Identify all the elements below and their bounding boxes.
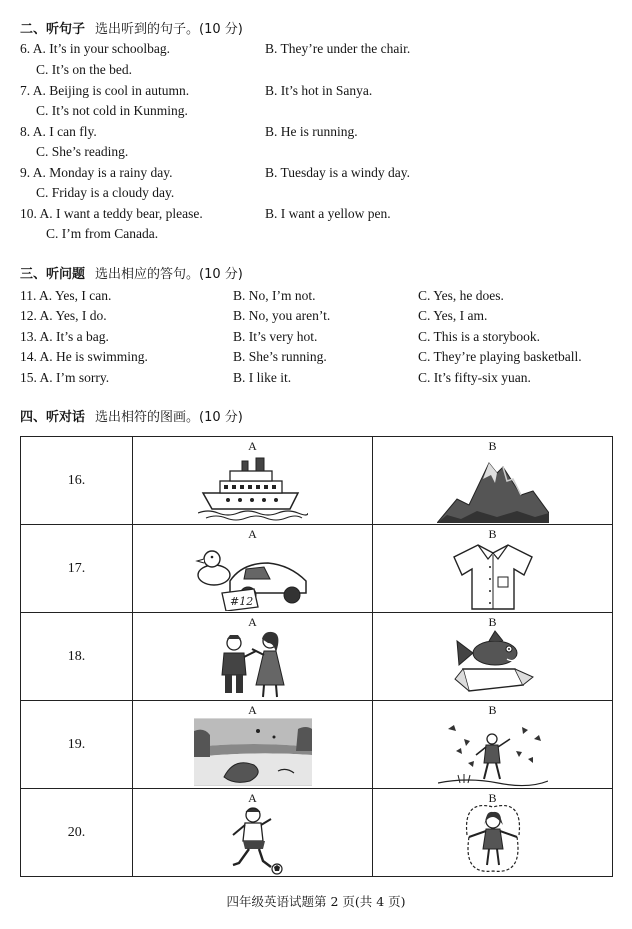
section-3-header <box>20 265 243 284</box>
q8-option-c: C. She’s reading. <box>36 144 129 159</box>
option-a-cell <box>133 613 373 701</box>
q11-option-a: 11. A. Yes, I can. <box>20 288 112 303</box>
q11-option-c: C. Yes, he does. <box>418 288 504 303</box>
q9-option-c: C. Friday is a cloudy day. <box>36 185 175 200</box>
mountain-icon <box>437 453 549 523</box>
option-letter: B <box>488 703 497 717</box>
page-footer: 四年级英语试题第 2 页(共 4 页) <box>226 894 406 909</box>
q12-option-a: 12. A. Yes, I do. <box>20 308 107 323</box>
beach-icon <box>194 717 312 787</box>
fish-box-icon <box>445 629 541 699</box>
q9-option-b: B. Tuesday is a windy day. <box>265 165 411 180</box>
q7-option-b: B. It’s hot in Sanya. <box>265 83 373 98</box>
option-b-cell <box>373 701 613 789</box>
option-a-cell <box>133 437 373 525</box>
q8-option-a: 8. A. I can fly. <box>20 124 97 139</box>
question-number: 17. <box>21 525 133 613</box>
shirt-icon <box>448 541 538 611</box>
question-number: 16. <box>21 437 133 525</box>
autumn-wind-icon <box>438 717 548 787</box>
section-direction: 选出相应的答句。(10 分) <box>95 267 243 282</box>
q6-option-b: B. They’re under the chair. <box>265 41 411 56</box>
q10-option-b: B. I want a yellow pen. <box>265 206 391 221</box>
option-letter: A <box>248 703 257 717</box>
football-boy-icon <box>213 805 293 875</box>
table-row <box>21 789 613 877</box>
option-b-cell <box>373 789 613 877</box>
section-2-header <box>20 20 243 39</box>
q6-option-c: C. It’s on the bed. <box>36 62 132 77</box>
option-b-cell <box>373 613 613 701</box>
option-a-cell <box>133 701 373 789</box>
q7-option-c: C. It’s not cold in Kunming. <box>36 103 188 118</box>
table-row <box>21 701 613 789</box>
svg-text:#12: #12 <box>229 595 253 608</box>
q14-option-a: 14. A. He is swimming. <box>20 349 148 364</box>
option-b-cell <box>373 437 613 525</box>
q7-option-a: 7. A. Beijing is cool in autumn. <box>20 83 190 98</box>
q11-option-b: B. No, I’m not. <box>233 288 316 303</box>
section-heading: 三、听问题 <box>20 267 86 282</box>
q13-option-b: B. It’s very hot. <box>233 329 318 344</box>
option-letter: B <box>488 615 497 629</box>
table-row <box>21 437 613 525</box>
section-direction: 选出相符的图画。(10 分) <box>95 410 243 425</box>
section-heading: 二、听句子 <box>20 22 86 37</box>
question-number: 20. <box>21 789 133 877</box>
q13-option-c: C. This is a storybook. <box>418 329 541 344</box>
option-letter: A <box>248 439 257 453</box>
toy-duck-car-icon <box>194 541 312 611</box>
option-letter: A <box>248 527 257 541</box>
q8-option-b: B. He is running. <box>265 124 358 139</box>
option-letter: B <box>488 791 497 805</box>
q15-option-b: B. I like it. <box>233 370 292 385</box>
q9-option-a: 9. A. Monday is a rainy day. <box>20 165 173 180</box>
option-a-cell <box>133 525 373 613</box>
q13-option-a: 13. A. It’s a bag. <box>20 329 109 344</box>
q15-option-a: 15. A. I’m sorry. <box>20 370 110 385</box>
table-row <box>21 613 613 701</box>
q14-option-c: C. They’re playing basketball. <box>418 349 582 364</box>
option-a-cell <box>133 789 373 877</box>
question-number: 18. <box>21 613 133 701</box>
table-row <box>21 525 613 613</box>
question-number: 19. <box>21 701 133 789</box>
q15-option-c: C. It’s fifty-six yuan. <box>418 370 531 385</box>
q14-option-b: B. She’s running. <box>233 349 327 364</box>
q12-option-c: C. Yes, I am. <box>418 308 488 323</box>
q6-option-a: 6. A. It’s in your schoolbag. <box>20 41 170 56</box>
q12-option-b: B. No, you aren’t. <box>233 308 331 323</box>
section-4-header <box>20 408 243 427</box>
jump-rope-girl-icon <box>453 805 533 875</box>
q10-option-a: 10. A. I want a teddy bear, please. <box>20 206 203 221</box>
option-letter: A <box>248 791 257 805</box>
section-heading: 四、听对话 <box>20 410 86 425</box>
option-letter: B <box>488 527 497 541</box>
ship-icon <box>198 453 308 523</box>
option-b-cell <box>373 525 613 613</box>
two-children-icon <box>208 629 298 699</box>
picture-table <box>20 436 613 877</box>
q10-option-c: C. I’m from Canada. <box>46 226 159 241</box>
option-letter: A <box>248 615 257 629</box>
section-direction: 选出听到的句子。(10 分) <box>95 22 243 37</box>
option-letter: B <box>488 439 497 453</box>
